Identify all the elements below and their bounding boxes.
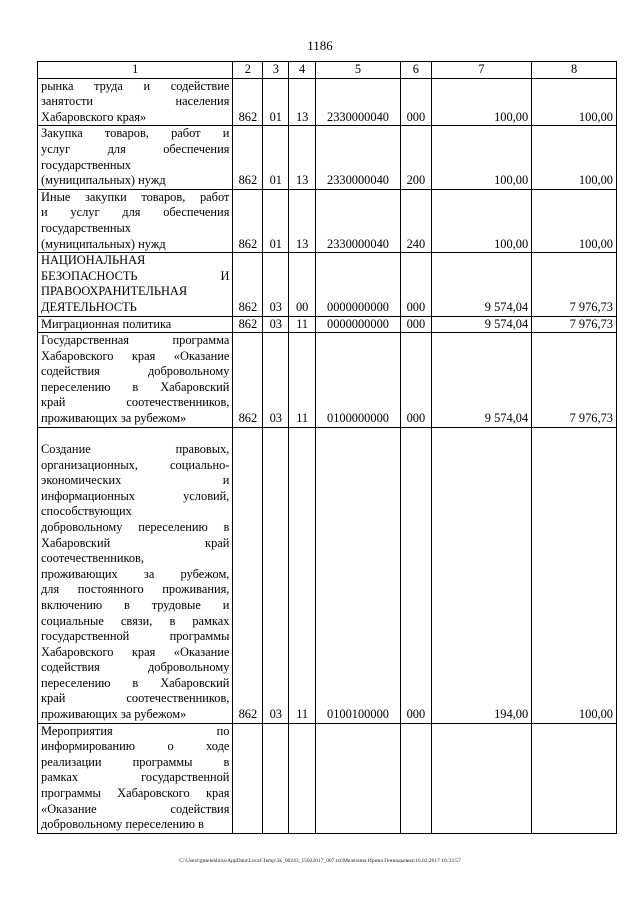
target-article-cell xyxy=(316,723,401,833)
subsection-code-cell: 00 xyxy=(289,253,316,316)
description-line: добровольному переселению в xyxy=(41,519,230,534)
description-line: переселению в Хабаровский xyxy=(41,379,230,394)
subsection-code-cell: 13 xyxy=(289,189,316,252)
description-line: Хабаровского края «Оказание xyxy=(41,644,230,659)
description-line: Хабаровского края» xyxy=(41,109,147,124)
subsection-code-cell: 13 xyxy=(289,126,316,189)
column-header: 6 xyxy=(400,62,431,79)
row-description xyxy=(38,427,233,723)
section-code-cell: 01 xyxy=(263,189,289,252)
table-row xyxy=(38,189,617,252)
description-line: реализации программы в xyxy=(41,754,230,769)
expense-type-cell: 200 xyxy=(400,126,431,189)
description-line: экономических и xyxy=(41,473,230,488)
amount-col8-cell: 100,00 xyxy=(532,126,617,189)
amount-col8-cell: 7 976,73 xyxy=(532,253,617,316)
expense-type-cell: 240 xyxy=(400,189,431,252)
table-row xyxy=(38,723,617,833)
admin-code-cell: 862 xyxy=(233,126,263,189)
amount-col7-cell: 100,00 xyxy=(431,189,531,252)
target-article-cell: 0000000000 xyxy=(316,316,401,333)
column-header: 1 xyxy=(38,62,233,79)
amount-col7-cell: 9 574,04 xyxy=(431,333,531,428)
admin-code-cell xyxy=(233,723,263,833)
description-line: государственной программы xyxy=(41,629,230,644)
expense-type-cell: 000 xyxy=(400,427,431,723)
row-description xyxy=(38,333,233,428)
description-line: информационных условий, xyxy=(41,488,230,503)
expense-type-cell: 000 xyxy=(400,253,431,316)
amount-col8-cell: 100,00 xyxy=(532,427,617,723)
amount-col7-cell: 9 574,04 xyxy=(431,316,531,333)
target-article-cell: 0100000000 xyxy=(316,333,401,428)
section-code-cell: 03 xyxy=(263,427,289,723)
description-line: Мероприятия по xyxy=(41,723,230,738)
row-description xyxy=(38,723,233,833)
description-line: проживающих за рубежом, xyxy=(41,566,230,581)
description-line: услуг для обеспечения xyxy=(41,141,230,156)
description-line: Государственная программа xyxy=(41,333,230,348)
column-header: 4 xyxy=(289,62,316,79)
amount-col7-cell xyxy=(431,723,531,833)
description-line: для постоянного проживания, xyxy=(41,582,230,597)
description-line: Иные закупки товаров, работ xyxy=(41,189,230,204)
target-article-cell: 2330000040 xyxy=(316,78,401,126)
column-header: 7 xyxy=(431,62,531,79)
amount-col7-cell: 100,00 xyxy=(431,126,531,189)
description-line: добровольному переселению в xyxy=(41,817,204,832)
amount-col7-cell: 100,00 xyxy=(431,78,531,126)
description-line: рамках государственной xyxy=(41,770,230,785)
expense-type-cell: 000 xyxy=(400,333,431,428)
description-line: государственных xyxy=(41,220,132,235)
description-line: (муниципальных) нужд xyxy=(41,173,166,188)
amount-col8-cell: 100,00 xyxy=(532,189,617,252)
file-path-footer: C:\Users\gmelekhina\AppData\Local\Temp\3k_00243_15022017_007.txt\Мелехина Ирина Геннадьевна\16.02.2017 16:33:57 xyxy=(179,858,461,864)
section-code-cell: 03 xyxy=(263,333,289,428)
amount-col8-cell xyxy=(532,723,617,833)
section-code-cell: 03 xyxy=(263,253,289,316)
table-row xyxy=(38,78,617,126)
admin-code-cell: 862 xyxy=(233,427,263,723)
description-line: БЕЗОПАСНОСТЬ И xyxy=(41,268,230,283)
description-line: содействия добровольному xyxy=(41,660,230,675)
description-line: проживающих за рубежом» xyxy=(41,411,187,426)
description-line: проживающих за рубежом» xyxy=(41,707,187,722)
column-header: 8 xyxy=(532,62,617,79)
description-line: край соотечественников, xyxy=(41,395,230,410)
admin-code-cell: 862 xyxy=(233,316,263,333)
description-line: содействия добровольному xyxy=(41,364,230,379)
amount-col7-cell: 9 574,04 xyxy=(431,253,531,316)
row-description xyxy=(38,253,233,316)
description-line: организационных, социально- xyxy=(41,457,230,472)
description-line: край соотечественников, xyxy=(41,691,230,706)
subsection-code-cell: 13 xyxy=(289,78,316,126)
admin-code-cell: 862 xyxy=(233,253,263,316)
expense-type-cell: 000 xyxy=(400,316,431,333)
row-description xyxy=(38,78,233,126)
section-code-cell xyxy=(263,723,289,833)
description-line: программы Хабаровского края xyxy=(41,786,230,801)
amount-col8-cell: 7 976,73 xyxy=(532,333,617,428)
description-line: НАЦИОНАЛЬНАЯ xyxy=(41,253,146,268)
description-line: Миграционная политика xyxy=(41,316,172,331)
description-line: Закупка товаров, работ и xyxy=(41,126,230,141)
description-line: (муниципальных) нужд xyxy=(41,236,166,251)
description-line: Хабаровский край xyxy=(41,535,230,550)
subsection-code-cell: 11 xyxy=(289,427,316,723)
column-header: 3 xyxy=(263,62,289,79)
section-code-cell: 01 xyxy=(263,126,289,189)
row-description xyxy=(38,316,233,333)
description-line: рынка труда и содействие xyxy=(41,78,230,93)
table-row xyxy=(38,126,617,189)
section-code-cell: 01 xyxy=(263,78,289,126)
description-line: государственных xyxy=(41,157,132,172)
description-line: социальные связи, в рамках xyxy=(41,613,230,628)
description-line: и услуг для обеспечения xyxy=(41,205,230,220)
amount-col7-cell: 194,00 xyxy=(431,427,531,723)
description-line: переселению в Хабаровский xyxy=(41,675,230,690)
description-line: «Оказание содействия xyxy=(41,801,230,816)
expense-type-cell: 000 xyxy=(400,78,431,126)
row-description xyxy=(38,189,233,252)
table-header-row xyxy=(38,62,617,79)
subsection-code-cell xyxy=(289,723,316,833)
target-article-cell: 2330000040 xyxy=(316,189,401,252)
description-line: соотечественников, xyxy=(41,551,144,566)
description-line: информированию о ходе xyxy=(41,739,230,754)
subsection-code-cell: 11 xyxy=(289,333,316,428)
row-description xyxy=(38,126,233,189)
target-article-cell: 0100100000 xyxy=(316,427,401,723)
description-line: ДЕЯТЕЛЬНОСТЬ xyxy=(41,299,137,314)
description-line: Хабаровского края «Оказание xyxy=(41,348,230,363)
table-row xyxy=(38,316,617,333)
column-header: 5 xyxy=(316,62,401,79)
page-number: 1186 xyxy=(307,38,333,53)
amount-col8-cell: 100,00 xyxy=(532,78,617,126)
expense-type-cell xyxy=(400,723,431,833)
description-line: ПРАВООХРАНИТЕЛЬНАЯ xyxy=(41,284,188,299)
subsection-code-cell: 11 xyxy=(289,316,316,333)
description-line: способствующих xyxy=(41,504,132,519)
section-code-cell: 03 xyxy=(263,316,289,333)
description-line: Создание правовых, xyxy=(41,441,230,456)
description-line: занятости населения xyxy=(41,94,230,109)
budget-table xyxy=(37,61,617,834)
admin-code-cell: 862 xyxy=(233,333,263,428)
admin-code-cell: 862 xyxy=(233,78,263,126)
admin-code-cell: 862 xyxy=(233,189,263,252)
table-row xyxy=(38,427,617,723)
target-article-cell: 0000000000 xyxy=(316,253,401,316)
column-header: 2 xyxy=(233,62,263,79)
description-line: включению в трудовые и xyxy=(41,597,230,612)
target-article-cell: 2330000040 xyxy=(316,126,401,189)
table-row xyxy=(38,333,617,428)
amount-col8-cell: 7 976,73 xyxy=(532,316,617,333)
table-row xyxy=(38,253,617,316)
